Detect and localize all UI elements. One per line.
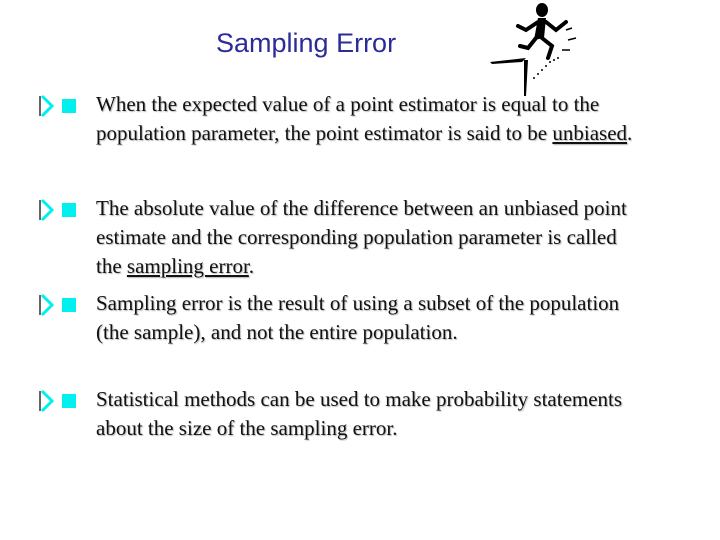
bullet-text: When the expected value of a point estimator is equal to the population parameter, the point estimator is said to be unbiased. [96, 92, 633, 145]
bullet-text: The absolute value of the difference between an unbiased point estimate and the corresponding population parameter is called the sampling error. [96, 196, 627, 278]
cyan-square-bullet-icon [36, 389, 78, 413]
slide-title: Sampling Error [216, 28, 397, 58]
cyan-square-bullet-icon [36, 94, 78, 118]
cyan-square-bullet-icon [36, 198, 78, 222]
running-figure-icon [486, 0, 582, 100]
term-unbiased: unbiased [552, 121, 628, 145]
term-sampling-error: sampling error [126, 254, 249, 278]
bullet-text: Sampling error is the result of using a subset of the population (the sample), and not the entire population. [96, 291, 620, 344]
cyan-square-bullet-icon [36, 293, 78, 317]
bullet-text: Statistical methods can be used to make probability statements about the size of the sampling error. [96, 387, 623, 440]
